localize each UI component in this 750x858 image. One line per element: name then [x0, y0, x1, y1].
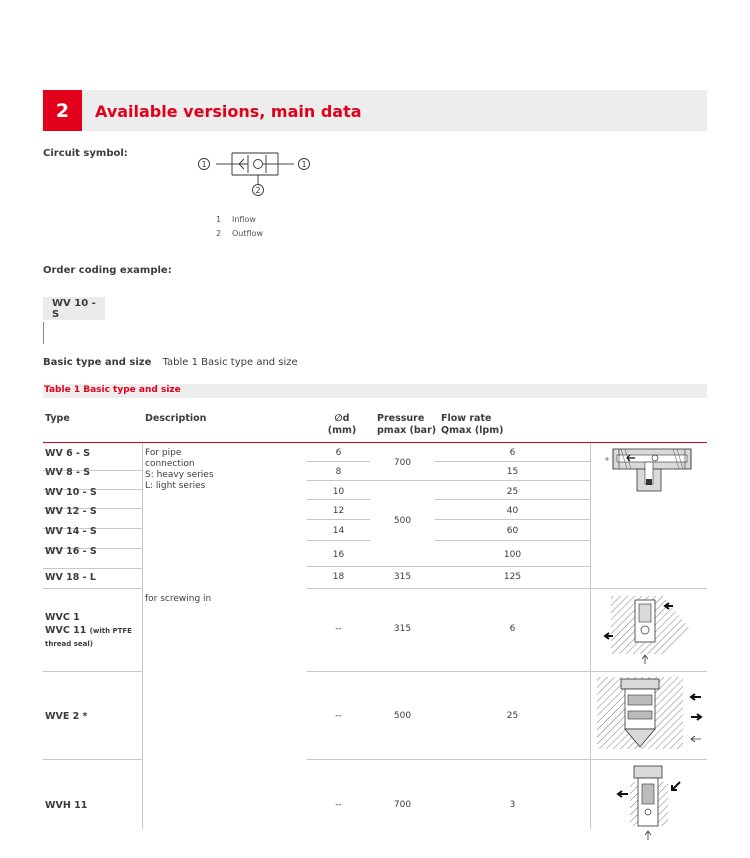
table-row-type-wvc: WVC 1 WVC 11 (with PTFE thread seal) — [45, 612, 132, 648]
table-cell-flow: 40 — [506, 506, 519, 516]
col-header-pressure-label: Pressure — [377, 413, 425, 424]
circuit-symbol-label: Circuit symbol: — [43, 148, 128, 159]
port-1-right: 1 — [301, 160, 307, 169]
table-row-type: WV 16 - S — [45, 546, 97, 557]
legend-num-2: 2 — [216, 229, 222, 238]
table-cell-flow: 125 — [503, 572, 522, 582]
table-title: Table 1 Basic type and size — [44, 385, 181, 395]
basic-type-bold: Basic type and size — [43, 357, 152, 368]
table-cell-flow: 60 — [506, 526, 519, 536]
col-header-flow-unit: Qmax (lpm) — [441, 425, 504, 436]
col-header-pressure-unit: pmax (bar) — [377, 425, 437, 436]
description-pipe: For pipe connection S: heavy series L: light series — [145, 448, 214, 491]
basic-type-line — [43, 357, 298, 368]
col-header-diameter-symbol: ∅d — [334, 413, 350, 424]
table-cell-flow: 3 — [509, 800, 516, 810]
wve-valve-drawing — [595, 675, 705, 755]
table-cell-flow: 15 — [506, 467, 519, 477]
table-cell-flow: 25 — [506, 487, 519, 497]
table-row-type: WV 12 - S — [45, 506, 97, 517]
col-header-pressure — [377, 413, 436, 437]
table-cell-flow: 6 — [509, 448, 516, 458]
order-code-connector — [43, 322, 44, 344]
table-row-type: WV 10 - S — [45, 487, 97, 498]
table-row-type: WV 8 - S — [45, 467, 91, 478]
order-code-example: WV 10 - S — [43, 297, 105, 320]
col-header-flow — [441, 413, 503, 437]
table-cell-pressure: 500 — [393, 711, 412, 721]
table-cell-pressure-500: 500 — [393, 516, 412, 526]
table-cell-flow: 100 — [503, 550, 522, 560]
table-cell-d: 10 — [332, 487, 345, 497]
table-cell-d: 14 — [332, 526, 345, 536]
table-cell-d: 12 — [332, 506, 345, 516]
circuit-symbol-diagram — [196, 150, 316, 206]
col-divider-2 — [590, 443, 591, 829]
table-cell-d: 18 — [332, 572, 345, 582]
table-cell-flow: 25 — [506, 711, 519, 721]
table-cell-d: 8 — [335, 467, 342, 477]
table-cell-pressure: 315 — [393, 624, 412, 634]
description-screw: for screwing in — [145, 594, 212, 604]
col-header-type: Type — [45, 413, 70, 424]
wvh-valve-drawing — [612, 762, 692, 844]
section-title: Available versions, main data — [95, 102, 362, 121]
wvc-valve-drawing — [603, 592, 703, 667]
section-number: 2 — [43, 90, 82, 131]
pipe-tee-fitting-drawing — [605, 445, 700, 495]
table-cell-pressure-700: 700 — [393, 458, 412, 468]
table-cell-d: -- — [335, 711, 342, 721]
col-header-diameter — [320, 413, 364, 437]
basic-type-reference: Table 1 Basic type and size — [162, 357, 298, 368]
table-cell-pressure: 700 — [393, 800, 412, 810]
table-cell-pressure-315: 315 — [393, 572, 412, 582]
order-coding-label: Order coding example: — [43, 265, 172, 276]
legend-text-inflow: Inflow — [232, 215, 256, 224]
legend-text-outflow: Outflow — [232, 229, 263, 238]
col-header-description: Description — [145, 413, 207, 424]
col-divider-1 — [142, 443, 143, 829]
table-row-type-wvh: WVH 11 — [45, 800, 88, 811]
table-row-type-wve: WVE 2 * — [45, 711, 88, 722]
port-1-left: 1 — [201, 160, 207, 169]
table-cell-flow: 6 — [509, 624, 516, 634]
table-row-type: WV 6 - S — [45, 448, 91, 459]
table-cell-d: -- — [335, 800, 342, 810]
table-row-type: WV 14 - S — [45, 526, 97, 537]
table-cell-d: 6 — [335, 448, 342, 458]
col-header-diameter-unit: (mm) — [327, 425, 357, 436]
table-cell-d: 16 — [332, 550, 345, 560]
port-2-bottom: 2 — [255, 186, 261, 195]
table-row-type: WV 18 - L — [45, 572, 96, 583]
col-header-flow-label: Flow rate — [441, 413, 492, 424]
legend-num-1: 1 — [216, 215, 222, 224]
table-cell-d: -- — [335, 624, 342, 634]
